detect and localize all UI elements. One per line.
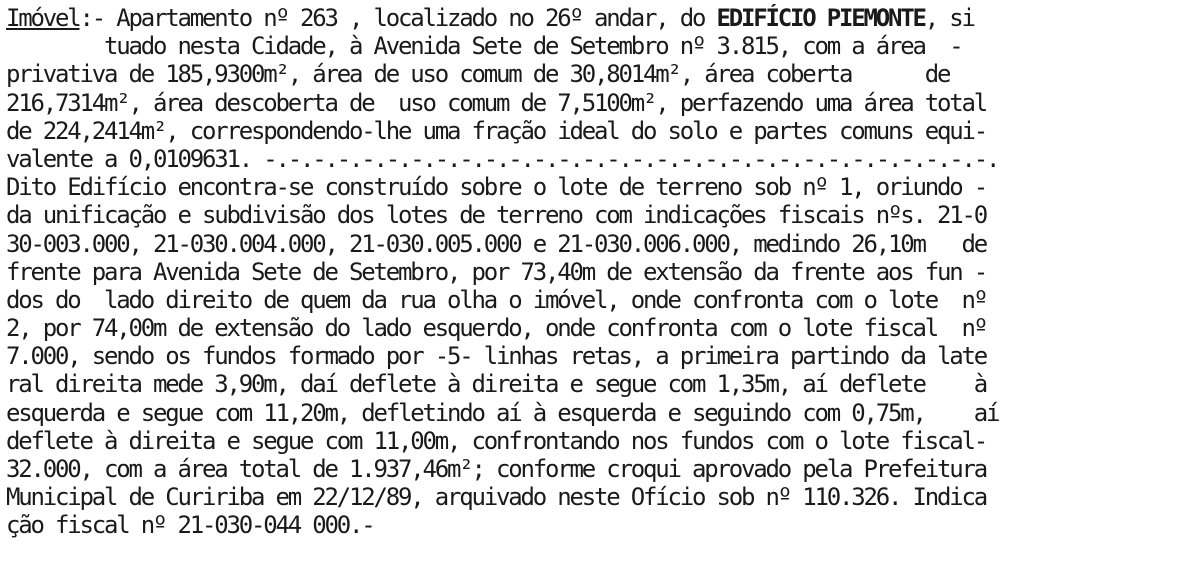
line-text: ção fiscal nº 21-030-044 000.- <box>6 511 374 540</box>
line-text: Municipal de Cuririba em 22/12/89, arquivado neste Ofício sob nº 110.326. Indica <box>6 483 986 512</box>
document-line <box>6 314 1198 342</box>
line-text: 7.000, sendo os fundos formado por -5- linhas retas, a primeira partindo da late <box>6 342 986 371</box>
document-line <box>6 230 1198 258</box>
document-line <box>6 370 1198 398</box>
document-line <box>6 201 1198 229</box>
section-label: Imóvel <box>6 4 80 32</box>
line-text: 32.000, com a área total de 1.937,46m²; conforme croqui aprovado pela Prefeitura <box>6 455 986 483</box>
line-text: tuado nesta Cidade, à Avenida Sete de Setembro nº 3.815, com a área - <box>6 32 962 61</box>
building-name: EDIFÍCIO PIEMONTE <box>716 4 925 32</box>
document-line <box>6 4 1198 32</box>
line-text: Dito Edifício encontra-se construído sobre o lote de terreno sob nº 1, oriundo - <box>6 173 986 202</box>
line-text: dos do lado direito de quem da rua olha o imóvel, onde confronta com o lote nº <box>6 285 986 314</box>
document-line <box>6 342 1198 370</box>
line-text: 2, por 74,00m de extensão do lado esquerdo, onde confronta com o lote fiscal nº <box>6 314 986 343</box>
line-text: frente para Avenida Sete de Setembro, por 73,40m de extensão da frente aos fun - <box>6 257 986 286</box>
document-line <box>6 89 1198 117</box>
line-text: esquerda e segue com 11,20m, defletindo aí à esquerda e seguindo com 0,75m, aí <box>6 398 999 427</box>
line-text: deflete à direita e segue com 11,00m, confrontando nos fundos com o lote fiscal- <box>6 426 986 455</box>
line-text: de 224,2414m², correspondendo-lhe uma fração ideal do solo e partes comuns equi- <box>6 116 986 145</box>
document-line <box>6 173 1198 201</box>
document-line <box>6 511 1198 539</box>
line-text: ral direita mede 3,90m, daí deflete à direita e segue com 1,35m, aí deflete à <box>6 370 986 399</box>
document-line <box>6 483 1198 511</box>
document-line <box>6 60 1198 88</box>
document-line <box>6 427 1198 455</box>
registry-document-text <box>6 4 1198 540</box>
line-text: :- Apartamento nº 263 , localizado no 26º andar, do <box>79 4 717 32</box>
line-text: 216,7314m², área descoberta de uso comum de 7,5100m², perfazendo uma área total <box>6 88 986 117</box>
document-line <box>6 145 1198 173</box>
document-line <box>6 258 1198 286</box>
line-text: valente a 0,0109631. -.-.-.-.-.-.-.-.-.-.-.-.-.-.-.-.-.-.-.-.-.-.-.-.-.-.-.-.-.-. <box>6 144 999 173</box>
document-line <box>6 117 1198 145</box>
line-text: , si <box>924 4 974 32</box>
document-line <box>6 32 1198 60</box>
line-text: da unificação e subdivisão dos lotes de terreno com indicações fiscais nºs. 21-0 <box>6 201 986 230</box>
line-text: privativa de 185,9300m², área de uso comum de 30,8014m², área coberta de <box>6 60 950 89</box>
line-text: 30-003.000, 21-030.004.000, 21-030.005.000 e 21-030.006.000, medindo 26,10m de <box>6 229 986 258</box>
document-line <box>6 455 1198 483</box>
document-line <box>6 399 1198 427</box>
document-line <box>6 286 1198 314</box>
